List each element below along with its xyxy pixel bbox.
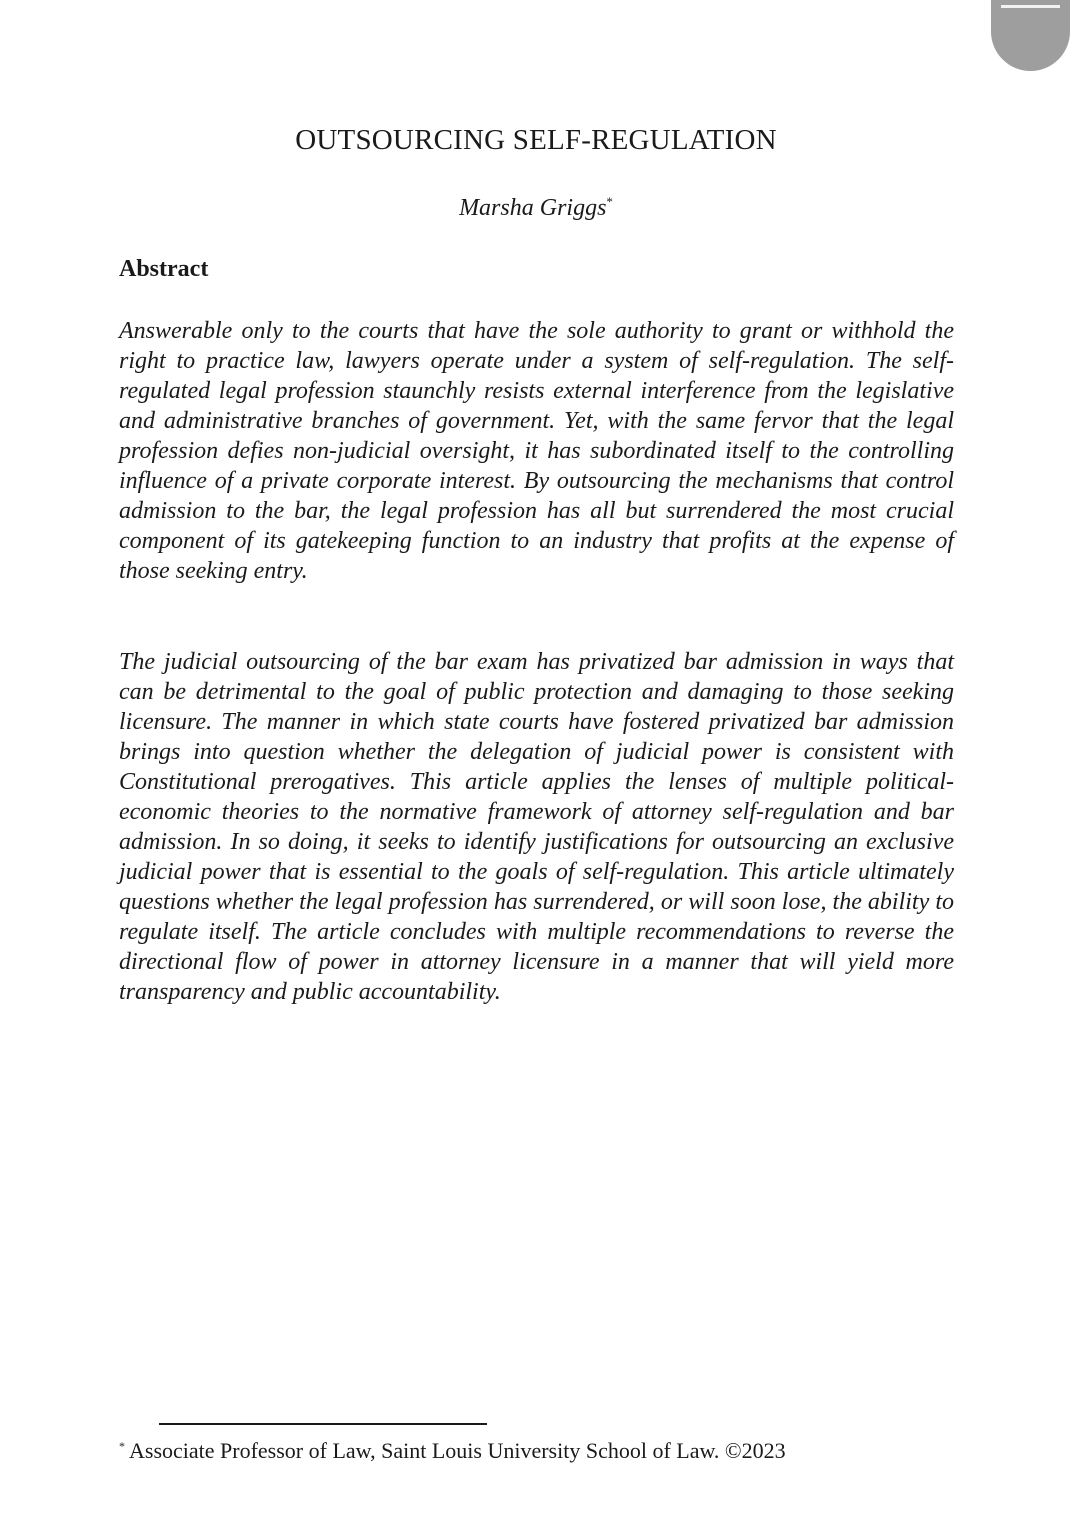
scroll-tab-handle[interactable] <box>991 0 1070 71</box>
author-footnote-marker: * <box>606 194 613 209</box>
footnote-marker: * <box>119 1439 125 1453</box>
abstract-paragraph: Answerable only to the courts that have the sole authority to grant or withhold the right to practice law, lawyers operate under a system of self-regulation. The self-regulated legal profession staunchly resists external interference from the legislative and administrative branches of government. Yet, with the same fervor that the legal profession defies non-judicial oversight, it has subordinated itself to the controlling influence of a private corporate interest. By outsourcing the mechanisms that control admission to the bar, the legal profession has all but surrendered the most crucial component of its gatekeeping function to an industry that profits at the expense of those seeking entry. <box>119 318 954 584</box>
paper-title: OUTSOURCING SELF-REGULATION <box>295 124 777 156</box>
author-line <box>0 194 1072 222</box>
abstract-paragraph: The judicial outsourcing of the bar exam has privatized bar admission in ways that can be detrimental to the goal of public protection and damaging to those seeking licensure. The manner in which state courts have fostered privatized bar admission brings into question whether the delegation of judicial power is consistent with Constitutional prerogatives. This article applies the lenses of multiple political-economic theories to the normative framework of attorney self-regulation and bar admission. In so doing, it seeks to identify justifications for outsourcing an exclusive judicial power that is essential to the goals of self-regulation. This article ultimately questions whether the legal profession has surrendered, or will soon lose, the ability to regulate itself. The article concludes with multiple recommendations to reverse the directional flow of power in attorney licensure in a manner that will yield more transparency and public accountability. <box>119 649 954 1005</box>
footnote-divider <box>159 1423 487 1425</box>
footnote-text: Associate Professor of Law, Saint Louis University School of Law. ©2023 <box>129 1438 786 1463</box>
author-name: Marsha Griggs <box>459 195 607 221</box>
abstract-heading: Abstract <box>119 256 209 282</box>
tab-handle-grip-icon <box>1001 5 1060 8</box>
footnote <box>119 1438 786 1464</box>
